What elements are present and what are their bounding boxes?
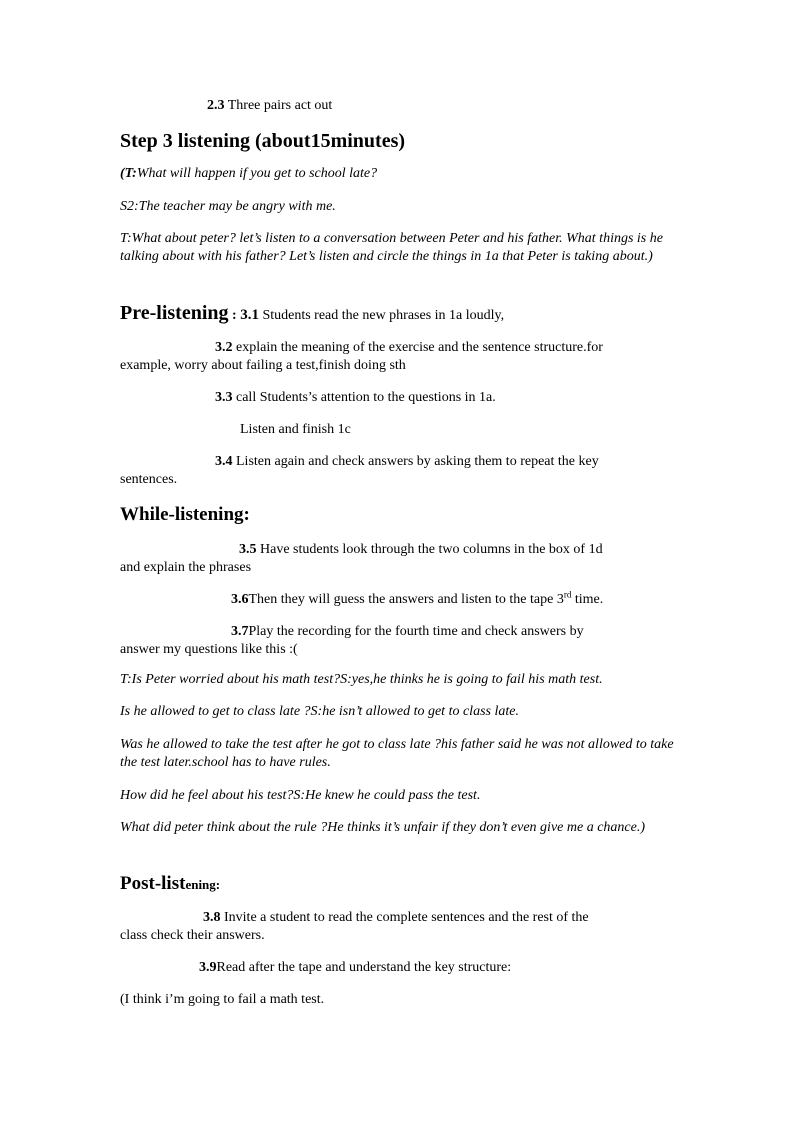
item-text: Invite a student to read the complete sentences and the rest of the — [220, 910, 589, 925]
question-4: How did he feel about his test?S:He knew he could pass the test. — [120, 788, 481, 803]
item-3-8-cont: class check their answers. — [120, 928, 265, 943]
item-text: Then they will guess the answers and listen to the tape 3 — [248, 592, 564, 607]
item-3-4-cont: sentences. — [120, 472, 178, 487]
question-2: Is he allowed to get to class late ?S:he isn’t allowed to get to class late. — [120, 704, 519, 719]
item-3-2-cont: example, worry about failing a test,finish doing sth — [120, 358, 406, 373]
item-text: Have students look through the two columns in the box of 1d — [256, 542, 603, 557]
item-number: 3.6 — [231, 592, 249, 607]
item-2-3 — [207, 97, 674, 115]
question-3: Was he allowed to take the test after he got to class late ?his father said he was not allowed to take the test later.school has to have rules. — [120, 737, 674, 770]
item-number: 3.4 — [215, 454, 233, 469]
pre-listening-line — [120, 301, 674, 325]
post-heading-big: Post-list — [120, 873, 186, 894]
item-tail: time. — [571, 592, 604, 607]
item-3-8 — [203, 909, 674, 927]
question-1: T:Is Peter worried about his math test?S:yes,he thinks he is going to fail his math test. — [120, 672, 603, 687]
item-3-3-sub: Listen and finish 1c — [240, 422, 351, 437]
item-3-7-cont: answer my questions like this :( — [120, 642, 298, 657]
dialog-prefix: (T: — [120, 166, 137, 181]
item-3-5-cont: and explain the phrases — [120, 560, 252, 575]
dialog-line-3: T:What about peter? let’s listen to a conversation between Peter and his father. What things is he talking about with his father? Let’s listen and circle the things in 1a that Peter is taking about.) — [120, 231, 663, 264]
item-3-6 — [231, 591, 674, 609]
item-number: 3.7 — [231, 624, 249, 639]
question-5: What did peter think about the rule ?He thinks it’s unfair if they don’t even give me a chance.) — [120, 820, 646, 835]
item-3-7 — [231, 623, 674, 641]
dialog-text: What will happen if you get to school late? — [136, 166, 378, 181]
while-listening-heading: While-listening: — [120, 504, 250, 525]
item-text: Three pairs act out — [224, 98, 333, 113]
item-3-4 — [215, 453, 674, 471]
step3-heading: Step 3 listening (about15minutes) — [120, 130, 406, 152]
item-text: explain the meaning of the exercise and the sentence structure.for — [232, 340, 603, 355]
post-listening-heading — [120, 872, 674, 896]
item-text: Students read the new phrases in 1a loudly, — [258, 308, 505, 323]
item-3-3 — [215, 389, 674, 407]
item-3-5 — [239, 541, 674, 559]
item-text: call Students’s attention to the questions in 1a. — [232, 390, 496, 405]
item-number: 3.3 — [215, 390, 233, 405]
pre-listening-heading: Pre-listening — [120, 302, 229, 324]
item-text: Play the recording for the fourth time and check answers by — [248, 624, 584, 639]
item-number: 3.9 — [199, 960, 217, 975]
item-3-9 — [199, 959, 674, 977]
ordinal-suffix: rd — [563, 589, 572, 600]
dialog-line-2: S2:The teacher may be angry with me. — [120, 199, 336, 214]
item-text: Listen again and check answers by asking them to repeat the key — [232, 454, 599, 469]
item-number: 3.8 — [203, 910, 221, 925]
item-number: 3.1 — [240, 307, 259, 323]
key-structure-example: (I think i’m going to fail a math test. — [120, 992, 325, 1007]
dialog-line-1 — [120, 165, 674, 183]
pre-listening-colon: : — [228, 308, 241, 323]
item-text: Read after the tape and understand the key structure: — [216, 960, 512, 975]
post-heading-small: ening: — [185, 877, 221, 892]
item-number: 3.5 — [239, 542, 257, 557]
item-number: 2.3 — [207, 98, 225, 113]
item-number: 3.2 — [215, 340, 233, 355]
item-3-2 — [215, 339, 674, 357]
